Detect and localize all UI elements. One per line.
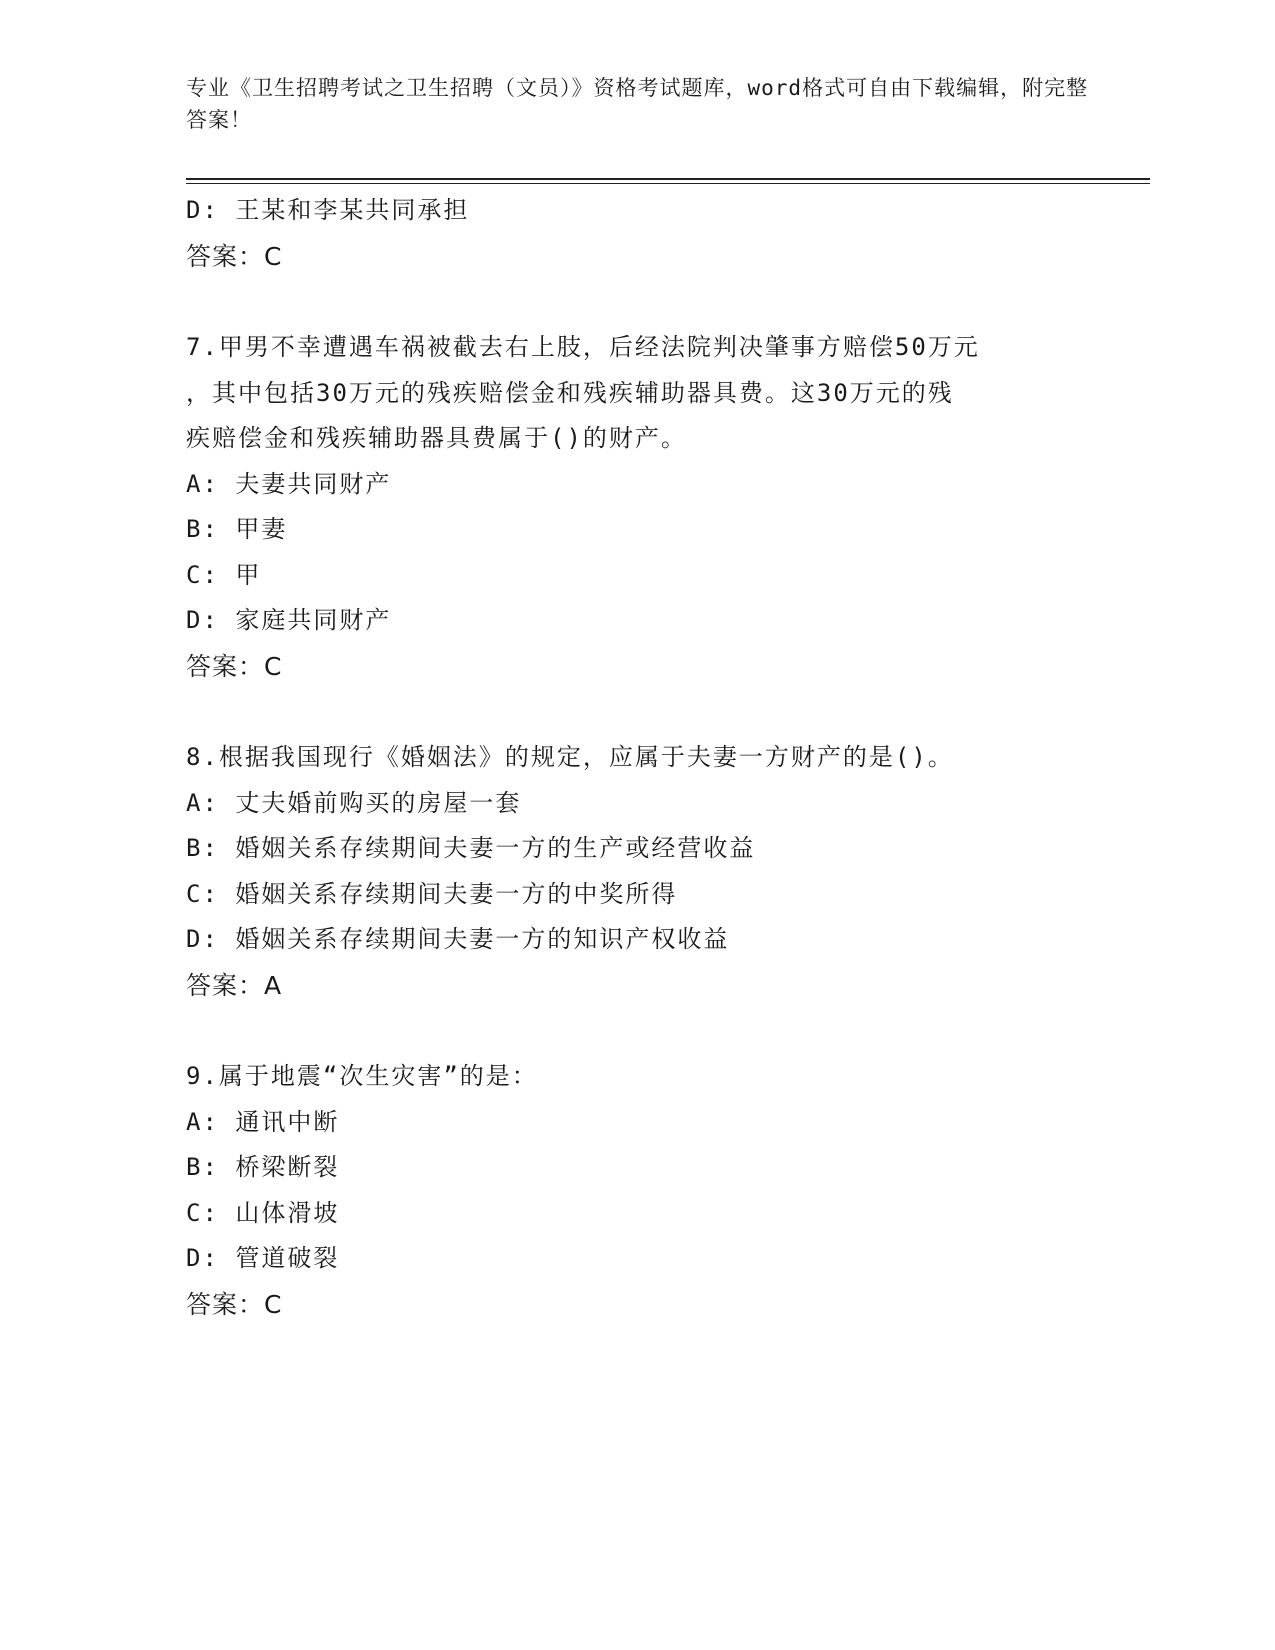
option-label: D: — [186, 606, 219, 634]
option-text: 通讯中断 — [235, 1107, 340, 1136]
question-text-line-1: 8.根据我国现行《婚姻法》的规定，应属于夫妻一方财产的是()。 — [186, 743, 954, 771]
question-8 — [186, 735, 1086, 1008]
answer: 答案：A — [186, 970, 283, 1000]
option-d — [186, 188, 1086, 234]
option-label: B: — [186, 834, 219, 862]
option-label: A: — [186, 1107, 219, 1136]
option-b — [186, 1145, 1086, 1191]
option-b — [186, 507, 1086, 553]
option-text: 管道破裂 — [235, 1244, 340, 1272]
option-text: 王某和李某共同承担 — [235, 196, 470, 224]
option-label: D: — [186, 196, 219, 224]
option-d — [186, 917, 1086, 963]
option-label: B: — [186, 1153, 219, 1181]
option-label: D: — [186, 1244, 219, 1272]
option-d — [186, 598, 1086, 644]
option-label: B: — [186, 515, 219, 543]
option-label: A: — [186, 788, 219, 817]
option-text: 婚姻关系存续期间夫妻一方的生产或经营收益 — [235, 834, 756, 862]
question-9 — [186, 1054, 1086, 1327]
answer: 答案：C — [186, 241, 283, 271]
option-a — [186, 781, 1086, 827]
question-7 — [186, 325, 1086, 689]
option-label: C: — [186, 1198, 219, 1227]
option-text: 婚姻关系存续期间夫妻一方的知识产权收益 — [235, 925, 730, 953]
question-text-line-1: 9.属于地震“次生灾害”的是： — [186, 1062, 538, 1090]
option-text: 丈夫婚前购买的房屋一套 — [235, 788, 522, 817]
option-c — [186, 872, 1086, 918]
answer: 答案：C — [186, 651, 283, 681]
option-label: C: — [186, 560, 219, 589]
option-text: 桥梁断裂 — [235, 1153, 340, 1181]
option-label: D: — [186, 925, 219, 953]
option-text: 甲妻 — [235, 515, 288, 543]
question-text-line-3: 疾赔偿金和残疾辅助器具费属于()的财产。 — [186, 424, 687, 452]
option-text: 婚姻关系存续期间夫妻一方的中奖所得 — [235, 879, 678, 908]
option-a — [186, 462, 1086, 508]
question-text-line-2: ，其中包括30万元的残疾赔偿金和残疾辅助器具费。这30万元的残 — [186, 378, 954, 407]
header-divider-thin — [186, 183, 1150, 184]
option-label: C: — [186, 879, 219, 908]
question-list — [186, 188, 1086, 1327]
option-label: A: — [186, 469, 219, 498]
option-b — [186, 826, 1086, 872]
option-a — [186, 1100, 1086, 1146]
option-text: 家庭共同财产 — [235, 606, 392, 634]
document-header: 专业《卫生招聘考试之卫生招聘（文员）》资格考试题库，word格式可自由下载编辑，附完整答案！ — [186, 76, 1089, 132]
question-text-line-1: 7.甲男不幸遭遇车祸被截去右上肢，后经法院判决肇事方赔偿50万元 — [186, 333, 980, 361]
option-text: 甲 — [235, 560, 262, 589]
option-d — [186, 1236, 1086, 1282]
prev-question — [186, 188, 1086, 279]
option-text: 夫妻共同财产 — [235, 469, 392, 498]
header-divider-thick — [186, 178, 1150, 180]
answer: 答案：C — [186, 1289, 283, 1319]
option-c — [186, 553, 1086, 599]
option-c — [186, 1191, 1086, 1237]
option-text: 山体滑坡 — [235, 1198, 340, 1227]
